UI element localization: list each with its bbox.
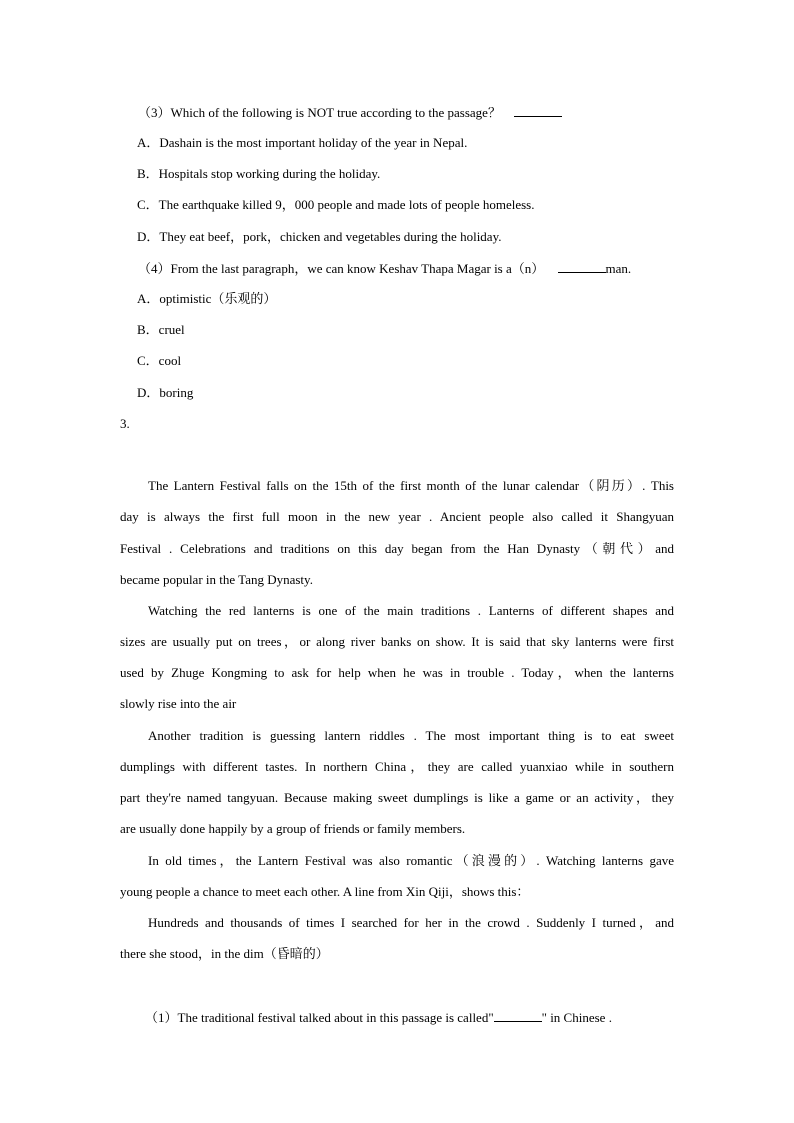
answer-blank[interactable] xyxy=(558,260,606,273)
passage-line: Watching the red lanterns is one of the main traditions . Lanterns of different shapes and xyxy=(148,603,674,618)
q4-option-c: C．cool xyxy=(137,353,182,368)
passage-line: In old times，the Lantern Festival was also romantic（浪漫的）. Watching lanterns gave xyxy=(148,853,674,868)
passage-line: The Lantern Festival falls on the 15th of the first month of the lunar calendar（阴历）. This xyxy=(148,478,674,493)
answer-blank[interactable] xyxy=(494,1009,542,1022)
passage-line: Another tradition is guessing lantern riddles . The most important thing is to eat sweet xyxy=(148,728,674,743)
answer-blank[interactable] xyxy=(514,104,562,117)
section-number: 3. xyxy=(120,416,130,431)
question-1 xyxy=(145,1009,612,1026)
passage-line: sizes are usually put on trees，or along river banks on show. It is said that sky lanterns were first xyxy=(120,634,674,649)
passage-line: slowly rise into the air xyxy=(120,696,237,711)
q4-option-d: D．boring xyxy=(137,385,194,400)
question-1-stem-after: " in Chinese . xyxy=(541,1010,612,1025)
q3-option-b: B．Hospitals stop working during the holiday. xyxy=(137,166,381,181)
question-4-stem-before: （4）From the last paragraph，we can know Keshav Thapa Magar is a（n） xyxy=(138,261,545,276)
passage-line: Festival . Celebrations and traditions on this day began from the Han Dynasty（朝代）and xyxy=(120,541,674,556)
passage-line: day is always the first full moon in the new year . Ancient people also called it Shangyuan xyxy=(120,509,674,524)
passage-line: part they're named tangyuan. Because making sweet dumplings is like a game or an activity，they xyxy=(120,790,674,805)
passage-line: there she stood，in the dim（昏暗的） xyxy=(120,946,329,961)
passage-line: Hundreds and thousands of times I searched for her in the crowd . Suddenly I turned，and xyxy=(148,915,674,930)
question-3 xyxy=(138,104,562,121)
q4-option-b: B．cruel xyxy=(137,322,185,337)
passage-line: dumplings with different tastes. In northern China，they are called yuanxiao while in southern xyxy=(120,759,674,774)
passage-line: are usually done happily by a group of friends or family members. xyxy=(120,821,466,836)
passage-line: became popular in the Tang Dynasty. xyxy=(120,572,313,587)
q3-option-c: C．The earthquake killed 9，000 people and made lots of people homeless. xyxy=(137,197,535,212)
question-1-stem-before: （1）The traditional festival talked about in this passage is called" xyxy=(145,1010,494,1025)
passage-line: young people a chance to meet each other. A line from Xin Qiji，shows this： xyxy=(120,884,530,899)
passage-line: used by Zhuge Kongming to ask for help when he was in trouble . Today，when the lanterns xyxy=(120,665,674,680)
q3-option-d: D．They eat beef，pork，chicken and vegetables during the holiday. xyxy=(137,229,502,244)
q3-option-a: A．Dashain is the most important holiday of the year in Nepal. xyxy=(137,135,468,150)
q4-option-a: A．optimistic（乐观的） xyxy=(137,291,277,306)
question-4 xyxy=(138,260,631,277)
question-4-stem-after: man. xyxy=(605,261,632,276)
question-3-stem: （3）Which of the following is NOT true according to the passage？ xyxy=(138,105,501,120)
